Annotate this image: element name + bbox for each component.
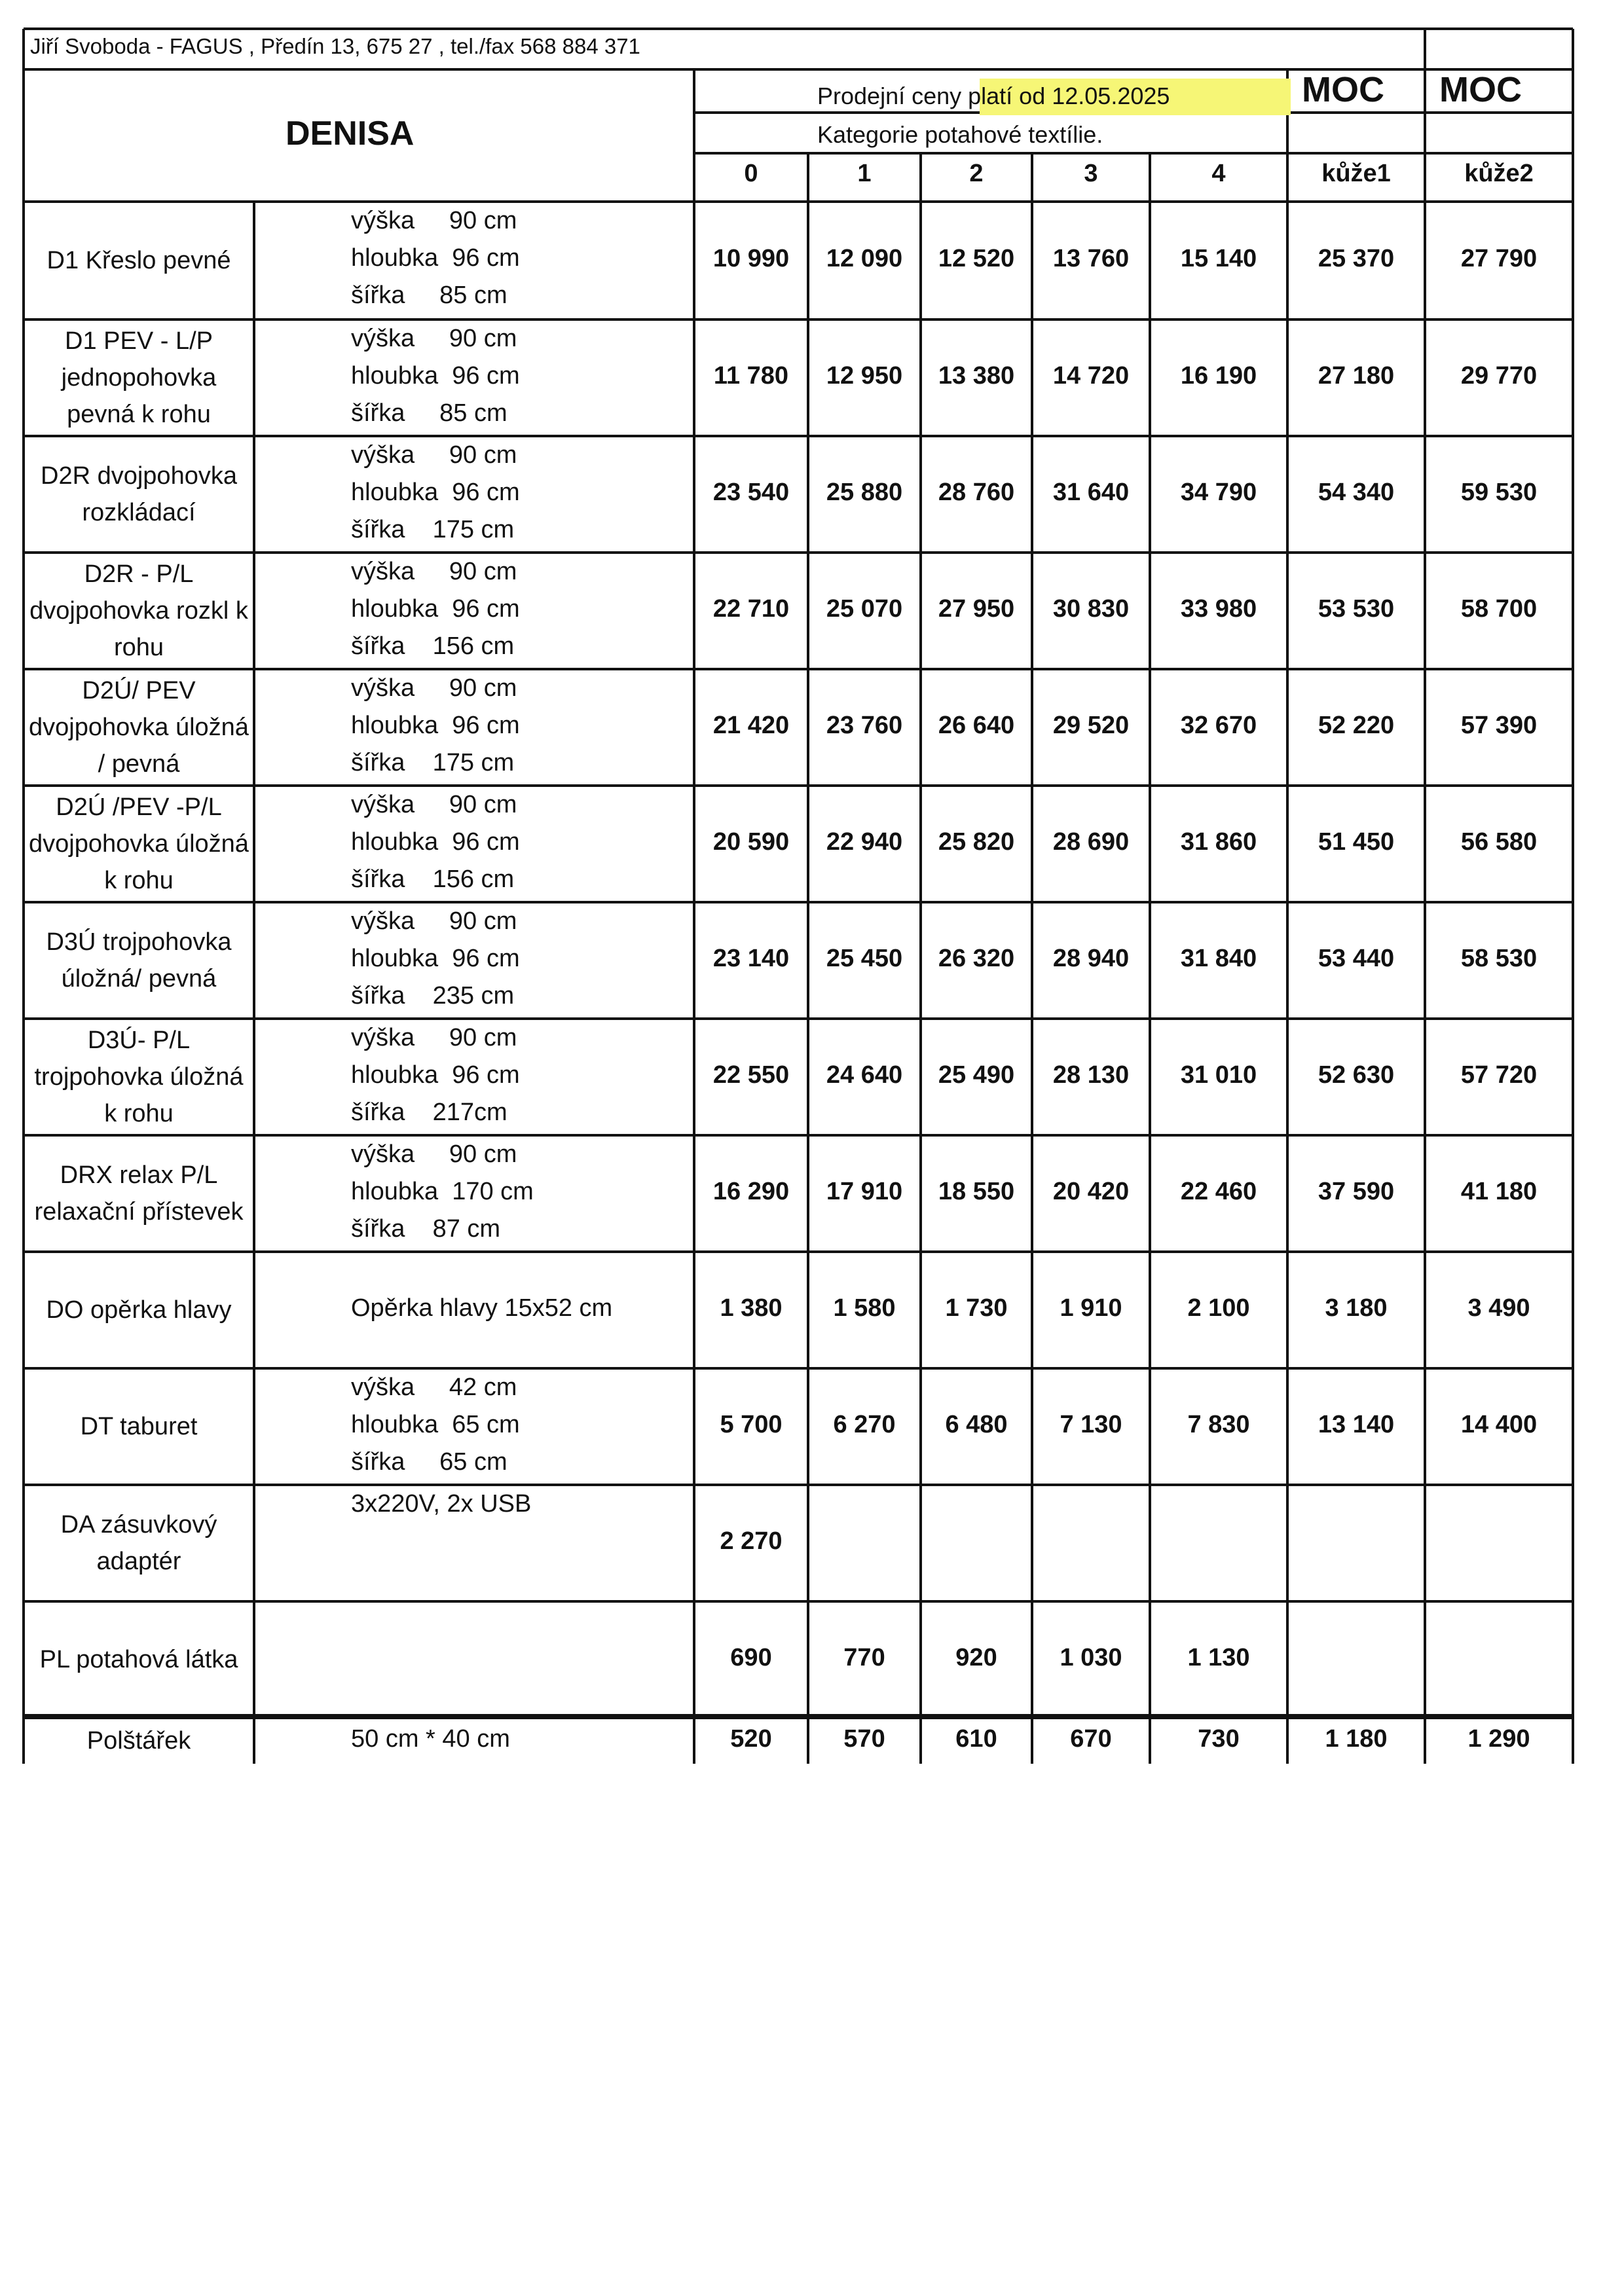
- price-cell: 25 880: [826, 479, 903, 506]
- price-cell: 770: [843, 1644, 885, 1671]
- dimension-line: výška 90 cm: [351, 325, 517, 352]
- dimension-line: hloubka 96 cm: [351, 362, 520, 390]
- grid-vline: [693, 69, 695, 1764]
- product-name: DA zásuvkový adaptér: [60, 1511, 217, 1575]
- product-name: D2R dvojpohovka rozkládací: [41, 462, 237, 526]
- dimension-line: 3x220V, 2x USB: [351, 1490, 532, 1518]
- price-cell: 7 830: [1187, 1411, 1250, 1438]
- price-cell: 24 640: [826, 1061, 903, 1089]
- price-cell: 12 520: [938, 245, 1015, 272]
- grid-hline: [24, 435, 1573, 437]
- product-name: DT taburet: [80, 1413, 198, 1440]
- price-cell: 7 130: [1060, 1411, 1122, 1438]
- price-cell: 690: [730, 1644, 772, 1671]
- dimension-line: šířka 156 cm: [351, 866, 515, 893]
- price-cell: 6 480: [945, 1411, 1008, 1438]
- price-cell: 14 400: [1460, 1411, 1538, 1438]
- price-cell: 28 940: [1052, 945, 1130, 972]
- grid-hline: [24, 318, 1573, 321]
- dimension-line: výška 90 cm: [351, 441, 517, 469]
- price-cell: 31 010: [1180, 1061, 1257, 1089]
- price-cell: 16 190: [1180, 362, 1257, 390]
- grid-hline: [24, 1714, 1573, 1717]
- price-cell: 37 590: [1318, 1178, 1395, 1205]
- price-cell: 23 140: [712, 945, 790, 972]
- category-header-cell: 2: [969, 160, 984, 187]
- price-cell: 1 030: [1060, 1644, 1122, 1671]
- grid-vline: [1572, 29, 1574, 1764]
- product-name: D2R - P/L dvojpohovka rozkl k rohu: [29, 560, 248, 661]
- price-cell: 1 580: [833, 1294, 896, 1322]
- dimension-line: šířka 217cm: [351, 1099, 507, 1126]
- dimension-line: výška 90 cm: [351, 791, 517, 818]
- price-cell: 22 710: [712, 595, 790, 623]
- dimension-line: hloubka 96 cm: [351, 244, 520, 272]
- price-cell: 25 070: [826, 595, 903, 623]
- price-cell: 730: [1198, 1725, 1240, 1753]
- dimension-line: 50 cm * 40 cm: [351, 1725, 510, 1753]
- dimension-line: hloubka 170 cm: [351, 1178, 534, 1205]
- price-cell: 52 630: [1318, 1061, 1395, 1089]
- price-cell: 27 950: [938, 595, 1015, 623]
- price-cell: 51 450: [1318, 828, 1395, 856]
- category-header-cell: kůže2: [1464, 160, 1534, 187]
- category-header-cell: 1: [857, 160, 872, 187]
- price-cell: 21 420: [712, 712, 790, 739]
- price-cell: 33 980: [1180, 595, 1257, 623]
- dimension-line: šířka 235 cm: [351, 982, 515, 1010]
- price-cell: 58 700: [1460, 595, 1538, 623]
- price-cell: 13 760: [1052, 245, 1130, 272]
- grid-hline: [24, 551, 1573, 554]
- company-line: Jiří Svoboda - FAGUS , Předín 13, 675 27 , tel./fax 568 884 371: [30, 34, 640, 58]
- product-name: D3Ú- P/L trojpohovka úložná k rohu: [34, 1027, 244, 1127]
- price-cell: 54 340: [1318, 479, 1395, 506]
- price-cell: 31 640: [1052, 479, 1130, 506]
- grid-hline: [24, 27, 1573, 30]
- price-cell: 23 540: [712, 479, 790, 506]
- dimension-line: výška 90 cm: [351, 674, 517, 702]
- price-cell: 610: [955, 1725, 997, 1753]
- product-line-title: DENISA: [286, 115, 415, 153]
- price-cell: 6 270: [833, 1411, 896, 1438]
- grid-hline: [24, 668, 1573, 670]
- price-cell: 920: [955, 1644, 997, 1671]
- price-cell: 1 730: [945, 1294, 1008, 1322]
- dimension-line: šířka 156 cm: [351, 632, 515, 660]
- grid-hline: [24, 1484, 1573, 1486]
- grid-vline: [22, 29, 25, 202]
- price-cell: 27 790: [1460, 245, 1538, 272]
- price-cell: 57 720: [1460, 1061, 1538, 1089]
- price-cell: 11 780: [713, 362, 789, 390]
- price-cell: 20 590: [712, 828, 790, 856]
- dimension-line: výška 90 cm: [351, 907, 517, 935]
- price-cell: 29 770: [1460, 362, 1538, 390]
- price-cell: 17 910: [826, 1178, 903, 1205]
- dimension-line: Opěrka hlavy 15x52 cm: [351, 1294, 613, 1322]
- price-cell: 30 830: [1052, 595, 1130, 623]
- dimension-line: hloubka 96 cm: [351, 712, 520, 739]
- price-cell: 23 760: [826, 712, 903, 739]
- price-cell: 3 490: [1467, 1294, 1530, 1322]
- price-cell: 12 950: [826, 362, 903, 390]
- dimension-line: hloubka 65 cm: [351, 1411, 520, 1438]
- moc-label-1: MOC: [1302, 70, 1384, 109]
- price-cell: 12 090: [826, 245, 903, 272]
- price-cell: 2 270: [720, 1527, 783, 1555]
- price-cell: 29 520: [1052, 712, 1130, 739]
- price-cell: 25 370: [1318, 245, 1395, 272]
- price-cell: 53 440: [1318, 945, 1395, 972]
- price-cell: 16 290: [712, 1178, 790, 1205]
- price-cell: 13 140: [1318, 1411, 1395, 1438]
- price-cell: 1 180: [1325, 1725, 1388, 1753]
- grid-hline: [24, 901, 1573, 903]
- dimension-line: hloubka 96 cm: [351, 1061, 520, 1089]
- grid-vline: [1424, 29, 1426, 1764]
- price-cell: 27 180: [1318, 362, 1395, 390]
- moc-label-2: MOC: [1439, 70, 1522, 109]
- dimension-line: šířka 175 cm: [351, 516, 515, 543]
- price-cell: 1 380: [720, 1294, 783, 1322]
- product-name: Polštářek: [86, 1727, 191, 1755]
- dimension-line: výška 90 cm: [351, 558, 517, 585]
- product-name: D3Ú trojpohovka úložná/ pevná: [46, 928, 232, 993]
- price-cell: 20 420: [1052, 1178, 1130, 1205]
- price-cell: 2 100: [1187, 1294, 1250, 1322]
- product-name: D2Ú/ PEV dvojpohovka úložná / pevná: [29, 677, 249, 778]
- price-cell: 31 860: [1180, 828, 1257, 856]
- price-cell: 32 670: [1180, 712, 1257, 739]
- price-cell: 15 140: [1180, 245, 1257, 272]
- dimension-line: šířka 85 cm: [351, 282, 507, 309]
- price-cell: 57 390: [1460, 712, 1538, 739]
- grid-hline: [24, 1017, 1573, 1020]
- price-cell: 59 530: [1460, 479, 1538, 506]
- product-name: D2Ú /PEV -P/L dvojpohovka úložná k rohu: [29, 793, 249, 894]
- product-name: PL potahová látka: [39, 1646, 238, 1673]
- product-name: D1 Křeslo pevné: [46, 247, 231, 274]
- grid-hline: [694, 152, 1573, 155]
- price-cell: 58 530: [1460, 945, 1538, 972]
- price-cell: 25 450: [826, 945, 903, 972]
- price-cell: 41 180: [1460, 1178, 1538, 1205]
- price-cell: 670: [1070, 1725, 1112, 1753]
- price-cell: 28 690: [1052, 828, 1130, 856]
- dimension-line: šířka 65 cm: [351, 1448, 507, 1476]
- dimension-line: výška 90 cm: [351, 1024, 517, 1051]
- dimension-line: výška 42 cm: [351, 1374, 517, 1401]
- price-validity: Prodejní ceny platí od 12.05.2025: [817, 82, 1170, 109]
- category-header-cell: kůže1: [1321, 160, 1391, 187]
- grid-hline: [24, 1367, 1573, 1370]
- price-cell: 25 820: [938, 828, 1015, 856]
- price-cell: 34 790: [1180, 479, 1257, 506]
- dimension-line: hloubka 96 cm: [351, 828, 520, 856]
- price-cell: 1 130: [1187, 1644, 1250, 1671]
- price-cell: 5 700: [720, 1411, 783, 1438]
- price-cell: 22 550: [712, 1061, 790, 1089]
- price-cell: 13 380: [938, 362, 1015, 390]
- grid-hline: [24, 1600, 1573, 1603]
- price-cell: 56 580: [1460, 828, 1538, 856]
- price-cell: 1 290: [1467, 1725, 1530, 1753]
- price-cell: 28 130: [1052, 1061, 1130, 1089]
- dimension-line: šířka 85 cm: [351, 399, 507, 427]
- product-name: DO opěrka hlavy: [46, 1296, 232, 1324]
- dimension-line: výška 90 cm: [351, 207, 517, 234]
- price-cell: 22 460: [1180, 1178, 1257, 1205]
- grid-hline: [24, 1250, 1573, 1253]
- category-header-cell: 3: [1084, 160, 1098, 187]
- price-cell: 18 550: [938, 1178, 1015, 1205]
- price-cell: 25 490: [938, 1061, 1015, 1089]
- price-cell: 22 940: [826, 828, 903, 856]
- dimension-line: hloubka 96 cm: [351, 945, 520, 972]
- price-cell: 26 320: [938, 945, 1015, 972]
- price-cell: 26 640: [938, 712, 1015, 739]
- dimension-line: šířka 175 cm: [351, 749, 515, 776]
- price-cell: 31 840: [1180, 945, 1257, 972]
- product-name: DRX relax P/L relaxační přístevek: [34, 1161, 244, 1226]
- category-header-cell: 0: [744, 160, 758, 187]
- grid-hline: [24, 784, 1573, 787]
- price-cell: 28 760: [938, 479, 1015, 506]
- dimension-line: výška 90 cm: [351, 1140, 517, 1168]
- dimension-line: hloubka 96 cm: [351, 595, 520, 623]
- dimension-line: šířka 87 cm: [351, 1215, 501, 1243]
- price-cell: 14 720: [1052, 362, 1130, 390]
- category-caption: Kategorie potahové textílie.: [817, 121, 1103, 148]
- category-header-cell: 4: [1211, 160, 1226, 187]
- dimension-line: hloubka 96 cm: [351, 479, 520, 506]
- grid-hline: [24, 200, 1573, 203]
- price-cell: 520: [730, 1725, 772, 1753]
- price-cell: 3 180: [1325, 1294, 1388, 1322]
- grid-hline: [24, 1134, 1573, 1137]
- price-cell: 52 220: [1318, 712, 1395, 739]
- grid-vline: [1286, 69, 1289, 1764]
- price-cell: 53 530: [1318, 595, 1395, 623]
- grid-hline: [24, 1717, 1573, 1719]
- price-cell: 570: [843, 1725, 885, 1753]
- price-cell: 1 910: [1060, 1294, 1122, 1322]
- product-name: D1 PEV - L/P jednopohovka pevná k rohu: [61, 327, 217, 428]
- price-cell: 10 990: [712, 245, 790, 272]
